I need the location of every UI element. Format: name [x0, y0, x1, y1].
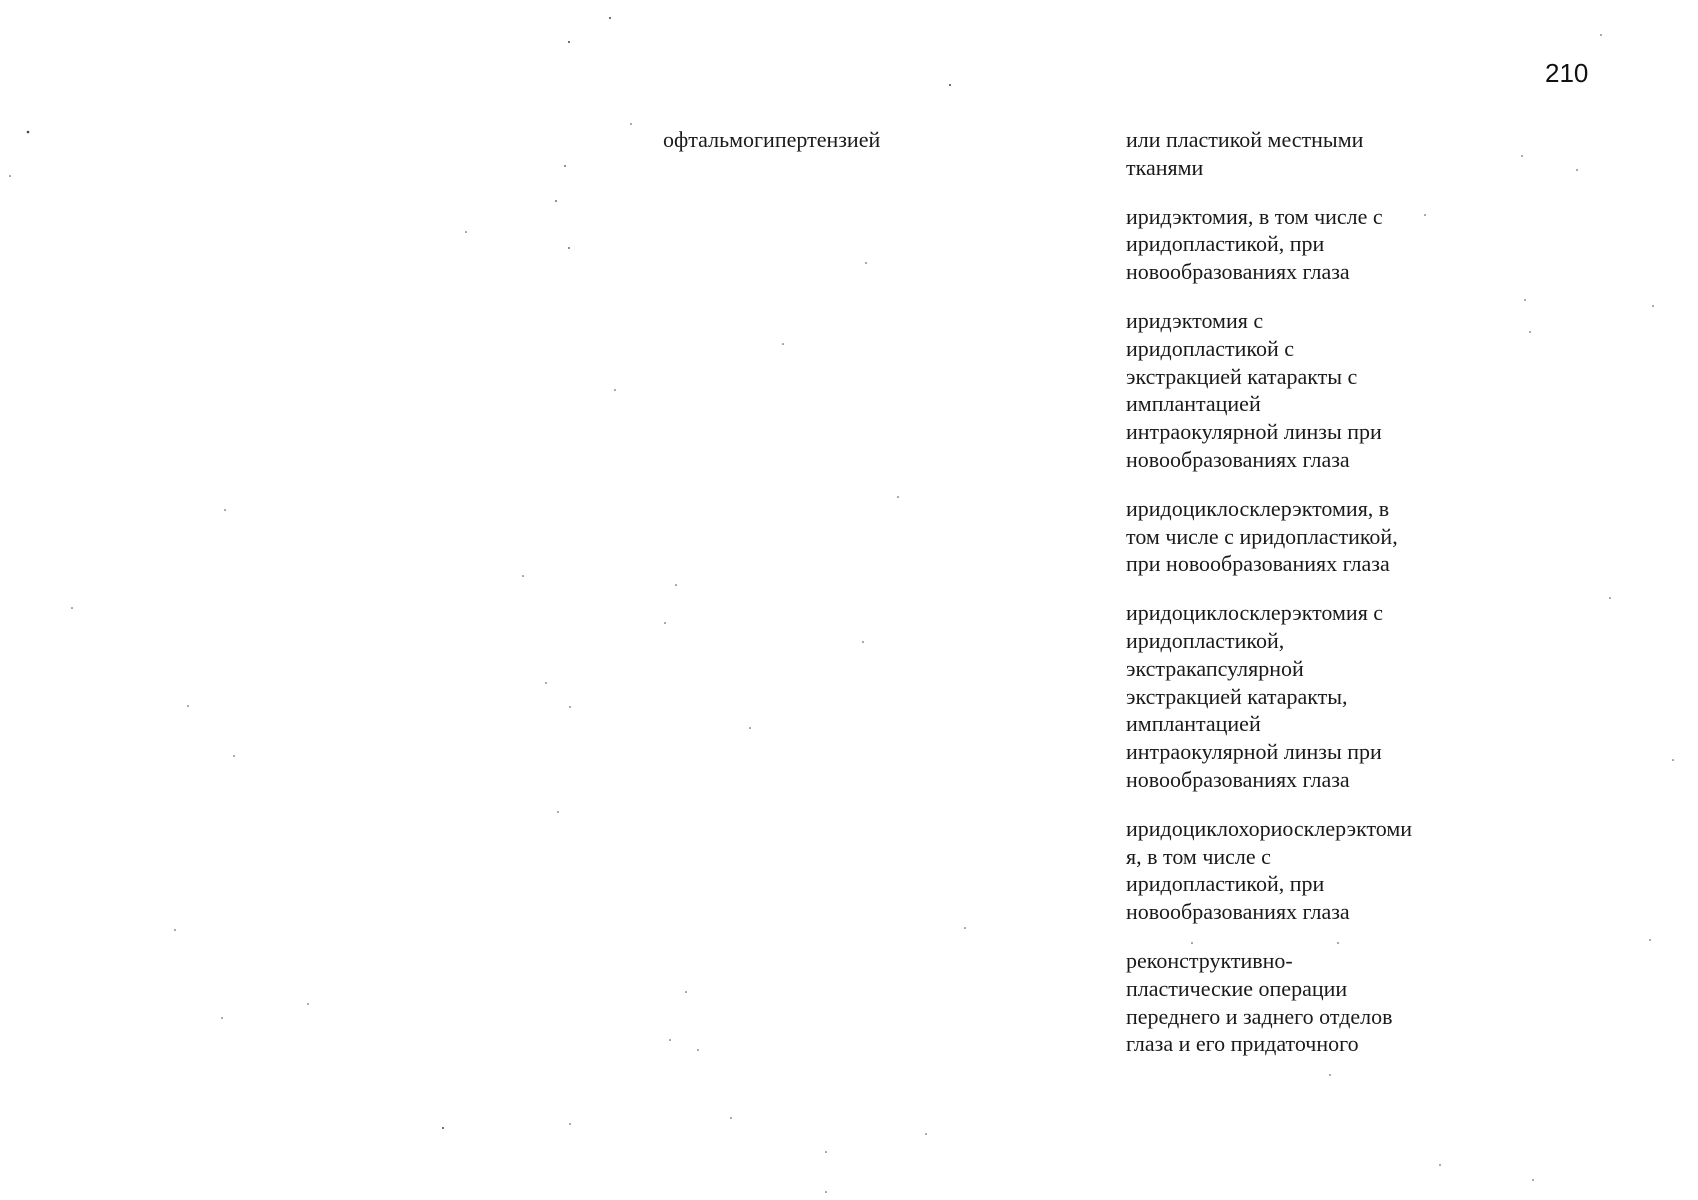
- entry-line: иридоциклосклерэктомия, в: [1126, 495, 1390, 521]
- entry-line: новообразованиях глаза: [1126, 899, 1350, 925]
- entry-line: иридопластикой с: [1126, 335, 1295, 361]
- right-column: [1126, 126, 1466, 1079]
- list-item: [1126, 495, 1466, 578]
- entry-line: интраокулярной линзы при: [1126, 419, 1382, 445]
- entry-line: тканями: [1126, 154, 1204, 180]
- entry-line: имплантацией: [1126, 391, 1261, 417]
- entry-line: я, в том числе с: [1126, 843, 1271, 869]
- entry-line: интраокулярной линзы при: [1126, 739, 1382, 765]
- list-item: [1126, 203, 1466, 286]
- entry-line: имплантацией: [1126, 711, 1261, 737]
- list-item: [1126, 307, 1466, 474]
- left-column-text: офтальмогипертензией: [663, 127, 881, 152]
- entry-line: иридэктомия, в том числе с: [1126, 203, 1383, 229]
- entry-line: или пластикой местными: [1126, 127, 1364, 152]
- list-item: [1126, 126, 1466, 182]
- entry-line: иридэктомия с: [1126, 307, 1264, 333]
- entry-line: иридопластикой, при: [1126, 871, 1325, 897]
- entry-line: иридопластикой,: [1126, 627, 1285, 653]
- entry-line: при новообразованиях глаза: [1126, 551, 1390, 577]
- entry-line: экстракцией катаракты,: [1126, 683, 1348, 709]
- list-item: [1126, 947, 1466, 1058]
- entry-line: экстракцией катаракты с: [1126, 363, 1358, 389]
- list-item: [1126, 599, 1466, 794]
- entry-line: том числе с иридопластикой,: [1126, 523, 1398, 549]
- entry-line: новообразованиях глаза: [1126, 259, 1350, 285]
- entry-line: новообразованиях глаза: [1126, 446, 1350, 472]
- entry-line: реконструктивно-: [1126, 947, 1293, 973]
- entry-line: глаза и его придаточного: [1126, 1031, 1359, 1057]
- entry-line: пластические операции: [1126, 975, 1348, 1001]
- entry-line: экстракапсулярной: [1126, 655, 1304, 681]
- entry-line: иридопластикой, при: [1126, 231, 1325, 257]
- entry-line: переднего и заднего отделов: [1126, 1003, 1393, 1029]
- entry-line: новообразованиях глаза: [1126, 766, 1350, 792]
- entry-line: иридоциклохориосклерэктоми: [1126, 815, 1413, 841]
- list-item: [1126, 815, 1466, 926]
- entry-line: иридоциклосклерэктомия с: [1126, 600, 1384, 626]
- page-number: 210: [1545, 58, 1589, 88]
